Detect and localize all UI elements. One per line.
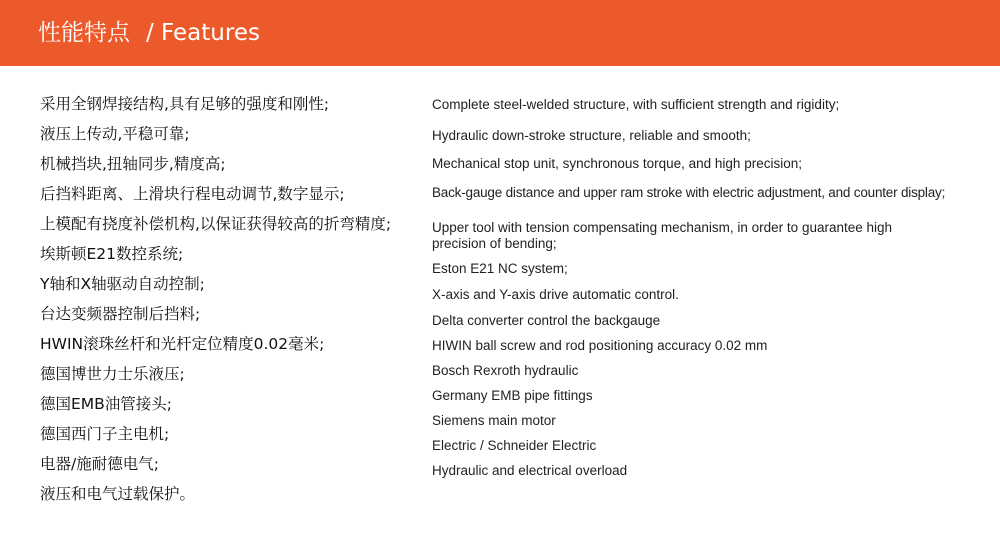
title-en: / Features: [146, 20, 260, 46]
feature-en-item: Complete steel-welded structure, with sufficient strength and rigidity;: [432, 97, 840, 112]
feature-cn-item: 电器/施耐德电气;: [40, 455, 159, 473]
feature-cn-item: 德国西门子主电机;: [40, 425, 170, 443]
feature-cn-item: 机械挡块,扭轴同步,精度高;: [40, 155, 226, 173]
feature-en-item: X-axis and Y-axis drive automatic control.: [432, 287, 679, 302]
feature-cn-item: 台达变频器控制后挡料;: [40, 305, 201, 323]
feature-cn-item: 后挡料距离、上滑块行程电动调节,数字显示;: [40, 185, 345, 203]
feature-en-item: Hydraulic down-stroke structure, reliable and smooth;: [432, 128, 751, 143]
feature-en-item: Delta converter control the backgauge: [432, 313, 661, 328]
feature-cn-item: HWIN滚珠丝杆和光杆定位精度0.02毫米;: [40, 335, 325, 353]
feature-en-item: Electric / Schneider Electric: [432, 438, 597, 453]
feature-en-item: Eston E21 NC system;: [432, 261, 568, 276]
feature-cn-item: 德国博世力士乐液压;: [40, 365, 185, 383]
feature-en-item: Germany EMB pipe fittings: [432, 388, 593, 403]
feature-en-item: Bosch Rexroth hydraulic: [432, 363, 579, 378]
feature-cn-item: 埃斯顿E21数控系统;: [40, 245, 184, 263]
feature-cn-item: 液压和电气过载保护。: [40, 485, 196, 503]
title-cn: 性能特点: [38, 20, 130, 46]
feature-en-item: Upper tool with tension compensating mechanism, in order to guarantee high precision of bending;: [432, 220, 893, 251]
feature-en-item: Mechanical stop unit, synchronous torque, and high precision;: [432, 156, 802, 171]
feature-cn-item: Y轴和X轴驱动自动控制;: [40, 275, 205, 293]
feature-cn-item: 德国EMB油管接头;: [40, 395, 173, 413]
feature-en-item: Back-gauge distance and upper ram stroke with electric adjustment, and counter display;: [432, 185, 946, 200]
feature-en-item: HIWIN ball screw and rod positioning accuracy 0.02 mm: [432, 338, 768, 353]
header-banner: [0, 0, 1000, 66]
feature-en-item: Hydraulic and electrical overload: [432, 463, 628, 478]
feature-cn-item: 液压上传动,平稳可靠;: [40, 125, 190, 143]
feature-en-item: Siemens main motor: [432, 413, 556, 428]
feature-cn-item: 采用全钢焊接结构,具有足够的强度和刚性;: [40, 95, 330, 113]
feature-cn-item: 上模配有挠度补偿机构,以保证获得较高的折弯精度;: [40, 215, 392, 233]
